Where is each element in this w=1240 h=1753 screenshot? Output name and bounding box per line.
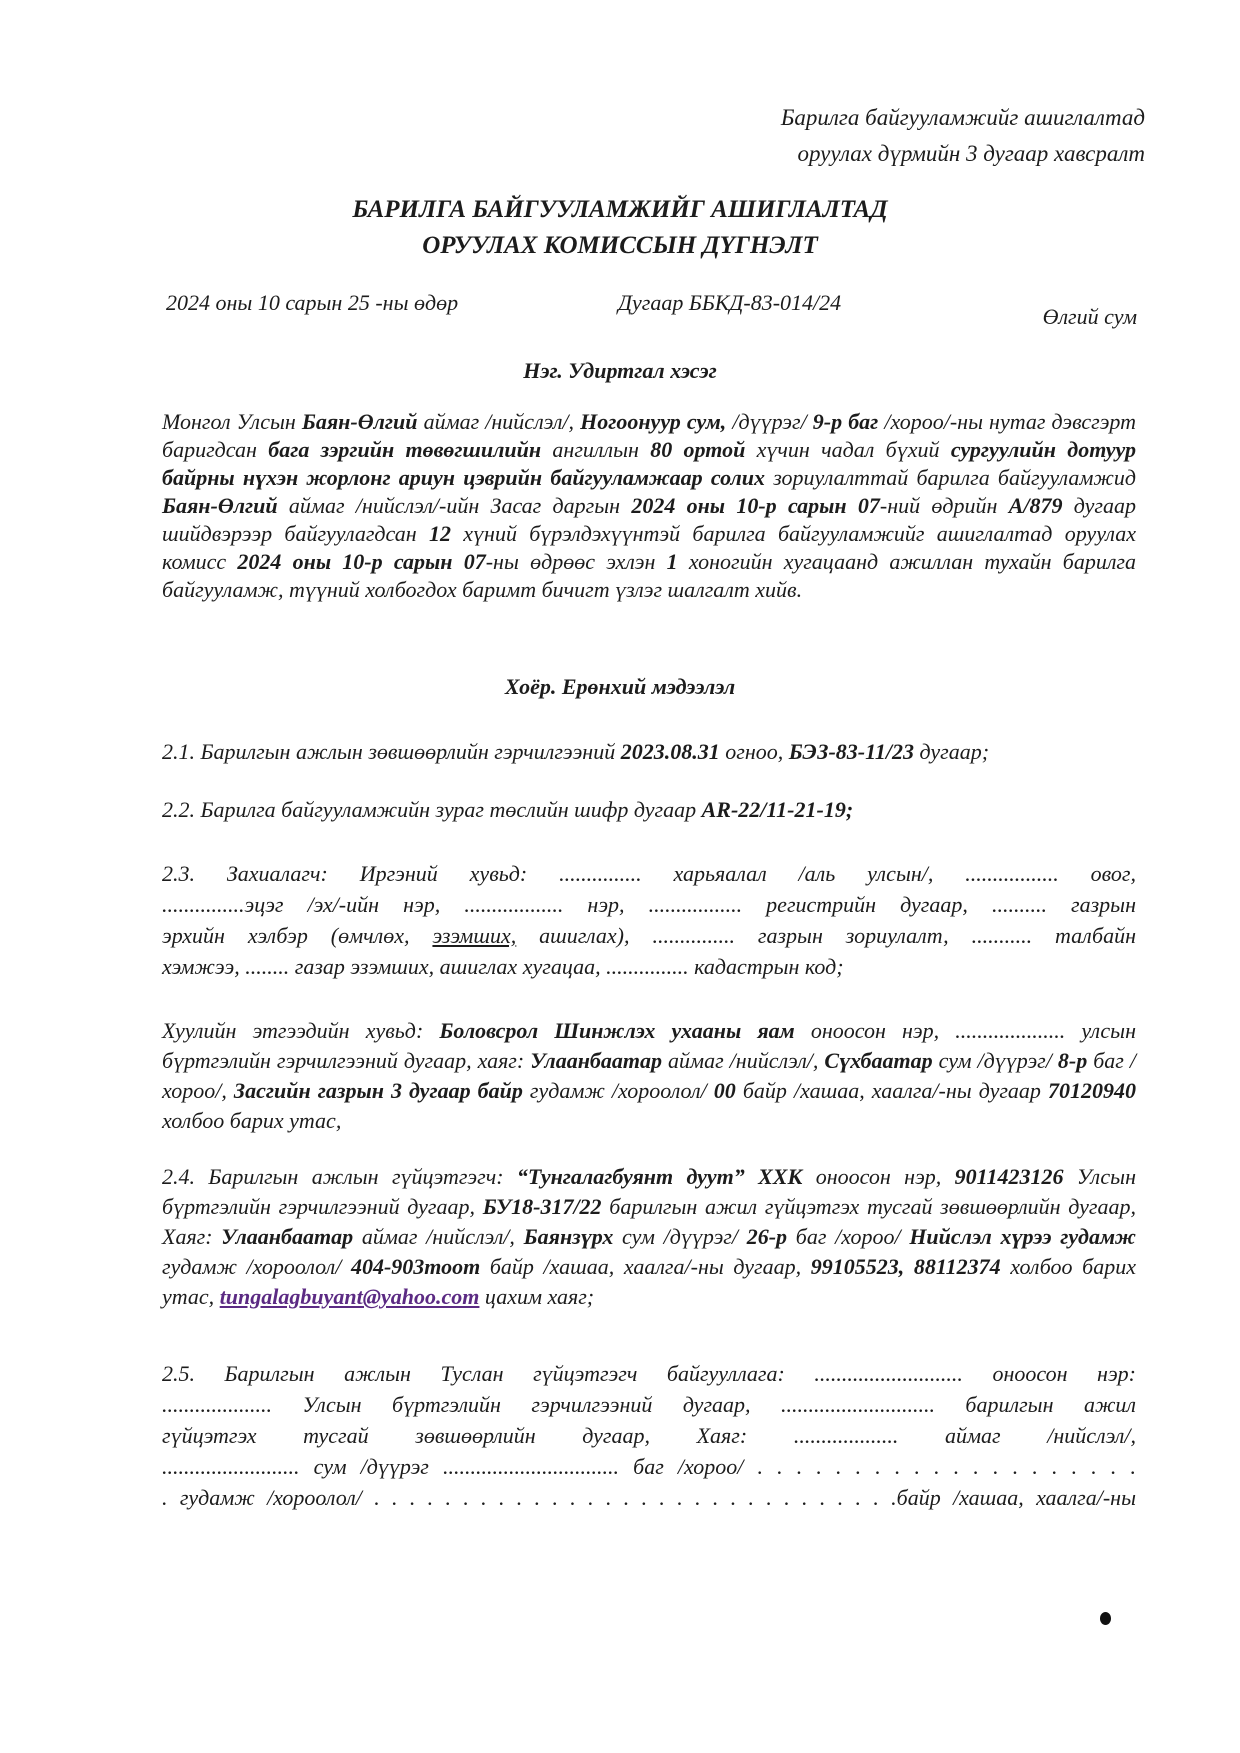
item-2-1: 2.1. Барилгын ажлын зөвшөөрлийн гэрчилгээний 2023.08.31 огноо, БЭЗ-83-11/23 дугаар; (162, 739, 990, 764)
legal-entity-paragraph: Хуулийн этгээдийн хувьд: Боловсрол Шинжлэх ухааны яам оноосон нэр, .................... улсын бүртгэлийн гэрчилгээний дугаар, хаяг: Улаанбаатар аймаг /нийслэл/, Сүхбаатар сум /дүүрэг/ 8-р баг /хороо/, Засгийн газрын 3 дугаар байр гудамж /хороолол/ 00 байр /хашаа, хаалга/-ны дугаар 70120940 холбоо барих утас, (162, 1018, 1136, 1133)
item-2-5-line-1: 2.5. Барилгын ажлын Туслан гүйцэтгэгч байгууллага: ........................... оноосон нэр: (162, 1361, 1136, 1386)
appendix-note (781, 100, 1145, 172)
section-2-heading: Хоёр. Ерөнхий мэдээлэл (504, 674, 736, 699)
section-1-heading: Нэг. Удиртгал хэсэг (523, 358, 717, 383)
item-2-5 (162, 1358, 1136, 1513)
item-2-4: 2.4. Барилгын ажлын гүйцэтгэгч: “Тунгалагбуянт дуут” ХХК оноосон нэр, 9011423126 Улсын бүртгэлийн гэрчилгээний дугаар, БУ18-317/22 барилгын ажил гүйцэтгэх тусгай зөвшөөрлийн дугаар, Хаяг: Улаанбаатар аймаг /нийслэл/, Баянзүрх сум /дүүрэг/ 26-р баг /хороо/ Нийслэл хүрээ гудамж гудамж /хороолол/ 404-903тоот байр /хашаа, хаалга/-ны дугаар, 99105523, 88112374 холбоо барих утас, tungalagbuyant@yahoo.com цахим хаяг; (162, 1164, 1137, 1309)
document-number: Дугаар ББКД-83-014/24 (618, 290, 842, 315)
item-2-5-line-4: ......................... сум /дүүрэг ................................ баг /хороо/ . . . . . . . . . . . . . . . . . . . . (162, 1454, 1136, 1479)
appendix-line-2: оруулах дүрмийн 3 дугаар хавсралт (797, 141, 1145, 166)
item-2-5-line-3: гүйцэтгэх тусгай зөвшөөрлийн дугаар, Хаяг: ................... аймаг /нийслэл/, (162, 1423, 1136, 1448)
item-2-3 (162, 858, 1136, 982)
title-line-1: БАРИЛГА БАЙГУУЛАМЖИЙГ АШИГЛАЛТАД (352, 196, 888, 223)
appendix-line-1: Барилга байгууламжийг ашиглалтад (780, 105, 1145, 130)
document-title (0, 192, 1240, 264)
introduction-paragraph: Монгол Улсын Баян-Өлгий аймаг /нийслэл/, Ногоонуур сум, /дүүрэг/ 9-р баг /хороо/-ны нутаг дэвсгэрт баригдсан бага зэргийн төвөгшилийн ангиллын 80 ортой хүчин чадал бүхий сургуулийн дотуур байрны нүхэн жорлонг ариун цэврийн байгууламжаар солих зориулалттай барилга байгууламжид Баян-Өлгий аймаг /нийслэл/-ийн Засаг даргын 2024 оны 10-р сарын 07-ний өдрийн А/879 дугаар шийдвэрээр байгуулагдсан 12 хүний бүрэлдэхүүнтэй барилга байгууламжийг ашиглалтад оруулах комисс 2024 оны 10-р сарын 07-ны өдрөөс эхлэн 1 хоногийн хугацаанд ажиллан тухайн барилга байгууламж, түүний холбогдох баримт бичигт үзлэг шалгалт хийв. (162, 409, 1137, 602)
item-2-3-line-2: ...............эцэг /эх/-ийн нэр, .................. нэр, ................. регистрийн дугаар, .......... газрын (162, 892, 1136, 917)
document-date: 2024 оны 10 сарын 25 -ны өдөр (166, 290, 459, 315)
item-2-5-line-5: . гудамж /хороолол/ . . . . . . . . . . . . . . . . . . . . . . . . . . . . . .байр /хашаа, хаалга/-ны (162, 1485, 1136, 1510)
item-2-5-line-2: .................... Улсын бүртгэлийн гэрчилгээний дугаар, ............................ барилгын ажил (162, 1392, 1136, 1417)
item-2-3-line-3: эрхийн хэлбэр (өмчлөх, эзэмших, ашиглах), ............... газрын зориулалт, ........... талбайн (162, 923, 1137, 948)
item-2-2: 2.2. Барилга байгууламжийн зураг төслийн шифр дугаар AR-22/11-21-19; (162, 797, 854, 822)
title-line-2: ОРУУЛАХ КОМИССЫН ДҮГНЭЛТ (422, 232, 818, 259)
document-place: Өлгий сум (1042, 304, 1137, 329)
scan-mark (1100, 1612, 1111, 1625)
item-2-3-line-1: 2.3. Захиалагч: Иргэний хувьд: ............... харьяалал /аль улсын/, ................. овог, (162, 861, 1136, 886)
contractor-email-link[interactable]: tungalagbuyant@yahoo.com (219, 1284, 480, 1309)
item-2-3-line-4: хэмжээ, ........ газар эзэмших, ашиглах хугацаа, ............... кадастрын код; (162, 954, 844, 979)
